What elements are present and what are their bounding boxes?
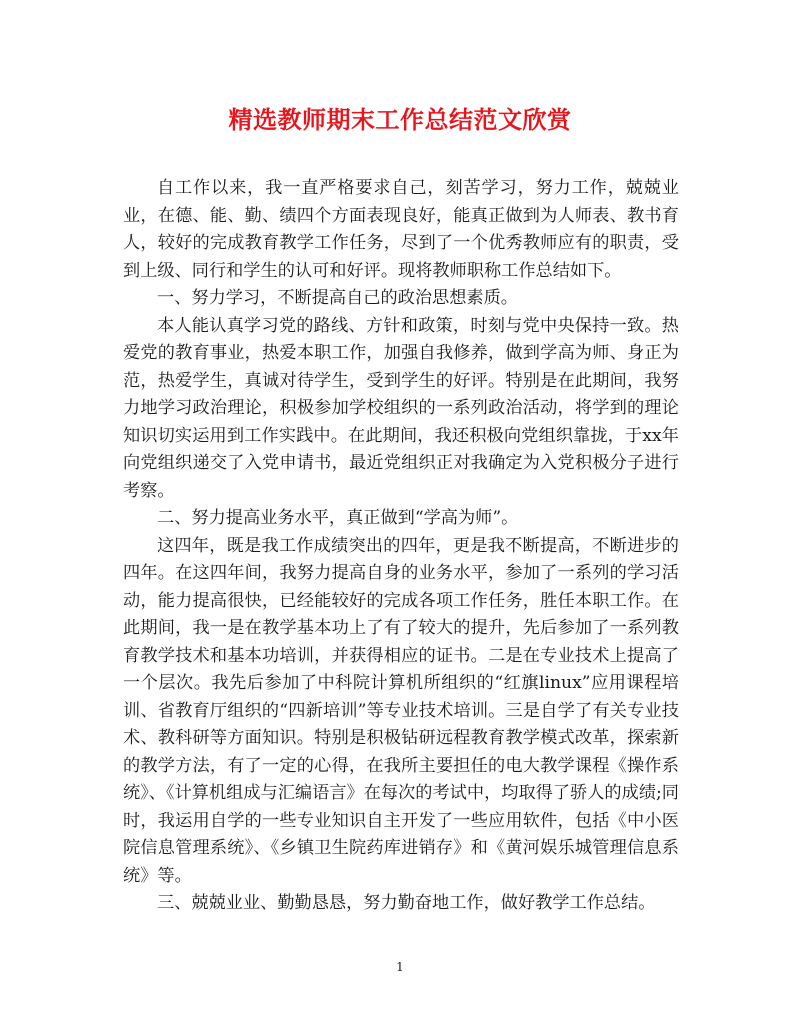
paragraph-section-2: 这四年，既是我工作成绩突出的四年，更是我不断提高，不断进步的四年。在这四年间，我努力提高自身的业务水平，参加了一系列的学习活动，能力提高很快，已经能较好的完成各项工作任务，胜任本职工作。在此期间，我一是在教学基本功上了有了较大的提升，先后参加了一系列教育教学技术和基本功培训，并获得相应的证书。二是在专业技术上提高了一个层次。我先后参加了中科院计算机所组织的“红旗linux”应用课程培训、省教育厅组织的“四新培训”等专业技术培训。三是自学了有关专业技术、教科研等方面知识。特别是积极钻研远程教育教学模式改革，探索新的教学方法，有了一定的心得，在我所主要担任的电大教学课程《操作系统》、《计算机组成与汇编语言》在每次的考试中，均取得了骄人的成绩;同时，我运用自学的一些专业知识自主开发了一些应用软件，包括《中小医院信息管理系统》、《乡镇卫生院药库进销存》和《黄河娱乐城管理信息系统》等。 [123, 535, 679, 886]
section-heading-1: 一、努力学习，不断提高自己的政治思想素质。 [157, 288, 518, 308]
paragraph-intro: 自工作以来，我一直严格要求自己，刻苦学习，努力工作，兢兢业业，在德、能、勤、绩四个方面表现良好，能真正做到为人师表、教书育人，较好的完成教育教学工作任务，尽到了一个优秀教师应有的职责，受到上级、同行和学生的认可和好评。现将教师职称工作总结如下。 [123, 178, 679, 281]
section-heading-3: 三、兢兢业业、勤勤恳恳，努力勤奋地工作，做好教学工作总结。 [157, 893, 656, 913]
section-heading-2: 二、努力提高业务水平，真正做到“学高为师”。 [157, 508, 519, 528]
page-number: 1 [396, 960, 404, 974]
paragraph-section-1: 本人能认真学习党的路线、方针和政策，时刻与党中央保持一致。热爱党的教育事业，热爱本职工作，加强自我修养，做到学高为师、身正为范，热爱学生，真诚对待学生，受到学生的好评。特别是在此期间，我努力地学习政治理论，积极参加学校组织的一系列政治活动，将学到的理论知识切实运用到工作实践中。在此期间，我还积极向党组织靠拢，于xx年向党组织递交了入党申请书，最近党组织正对我确定为入党积极分子进行考察。 [123, 315, 679, 501]
document-title: 精选教师期末工作总结范文欣赏 [228, 105, 572, 134]
document-body [123, 175, 679, 918]
